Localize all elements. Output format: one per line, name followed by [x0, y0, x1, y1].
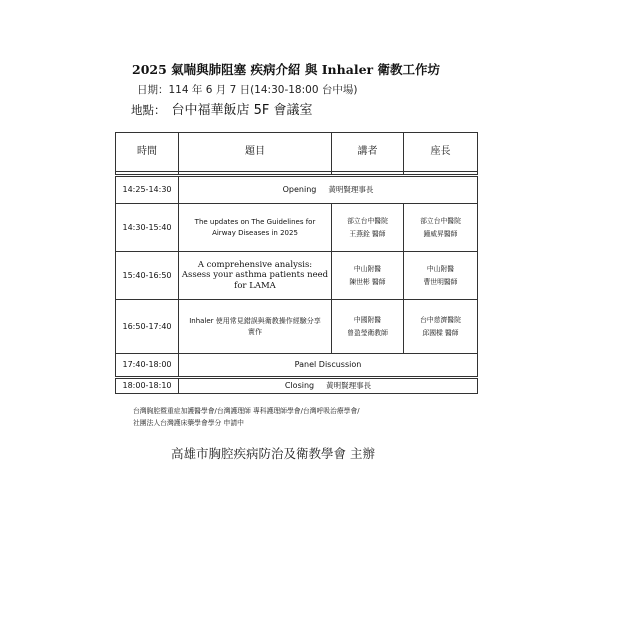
session-title: Opening [282, 185, 317, 195]
header-speaker: 講者 [332, 133, 404, 172]
speaker-org: 部立台中醫院 [347, 216, 388, 225]
organizers-line: 社團法人台灣護床藥學會學分 申請中 [133, 419, 244, 428]
schedule-table [115, 132, 478, 394]
row-time: 15:40-16:50 [116, 252, 179, 300]
speaker-org: 中國附醫 [353, 315, 382, 324]
session-title: Closing [284, 381, 315, 391]
speaker-name: 曾盈瑩衛教師 [347, 328, 388, 337]
venue-value: 台中福華飯店 5F 會議室 [171, 103, 313, 118]
topic-line: Assess your asthma patients need [181, 270, 329, 281]
moderator-name: 邱國樑 醫師 [422, 328, 459, 337]
row-topic: Inhaler 使用常見錯誤與衛教操作經驗分享實作 [179, 300, 332, 354]
host-organization: 高雄市胸腔疾病防治及衛教學會 主辦 [171, 446, 375, 461]
speaker-name: 王燕銓 醫師 [349, 229, 386, 238]
session-chair: 黃明賢理事長 [328, 185, 374, 195]
moderator-org: 中山附醫 [426, 264, 455, 273]
row-merged-session [179, 354, 478, 378]
co-organizers [133, 405, 360, 429]
table-row [116, 378, 478, 394]
row-time: 16:50-17:40 [116, 300, 179, 354]
row-time: 18:00-18:10 [116, 378, 179, 394]
date-value: 114 年 6 月 7 日(14:30-18:00 台中場) [168, 84, 358, 96]
row-time: 14:25-14:30 [116, 176, 179, 204]
table-row [116, 176, 478, 204]
row-merged-session [179, 378, 478, 394]
document-title: 2025 氣喘與肺阻塞 疾病介紹 與 Inhaler 衛教工作坊 [132, 62, 440, 77]
row-moderator [404, 300, 478, 354]
row-merged-session [179, 176, 478, 204]
table-header-row [116, 133, 478, 172]
row-moderator [404, 204, 478, 252]
moderator-org: 台中慈濟醫院 [420, 315, 461, 324]
moderator-name: 鐘威昇醫師 [423, 229, 458, 238]
organizers-line: 台灣胸腔暨重症加護醫學會/台灣護理師 專科護理師學會/台灣呼吸治療學會/ [133, 407, 360, 415]
moderator-name: 曹世明醫師 [423, 277, 458, 286]
session-chair: 黃明賢理事長 [326, 381, 372, 391]
row-time: 14:30-15:40 [116, 204, 179, 252]
header-moderator: 座長 [404, 133, 478, 172]
speaker-name: 陳世彬 醫師 [349, 277, 386, 286]
row-topic: The updates on The Guidelines for Airway Diseases in 2025 [179, 204, 332, 252]
header-topic: 題目 [179, 133, 332, 172]
event-date [137, 82, 357, 97]
moderator-org: 部立台中醫院 [420, 216, 461, 225]
row-topic [179, 252, 332, 300]
table-row [116, 204, 478, 252]
row-speaker [332, 252, 404, 300]
date-label: 日期： [137, 84, 169, 96]
row-time: 17:40-18:00 [116, 354, 179, 378]
event-venue [131, 99, 313, 118]
table-row [116, 252, 478, 300]
header-time: 時間 [116, 133, 179, 172]
table-row [116, 300, 478, 354]
row-moderator [404, 252, 478, 300]
venue-label: 地點： [131, 103, 166, 117]
topic-line: for LAMA [234, 280, 276, 291]
topic-line: A comprehensive analysis: [197, 259, 313, 270]
row-speaker [332, 204, 404, 252]
speaker-org: 中山附醫 [353, 264, 382, 273]
row-speaker [332, 300, 404, 354]
session-title: Panel Discussion [294, 360, 362, 370]
table-row [116, 354, 478, 378]
